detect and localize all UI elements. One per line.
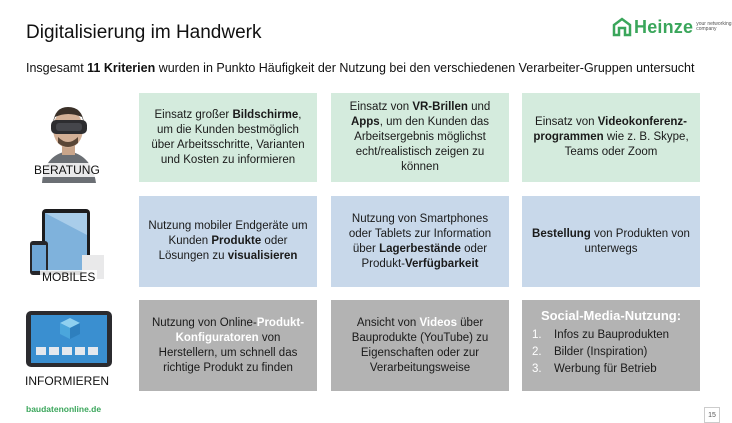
- list-item: 2. Bilder (Inspiration): [532, 346, 648, 358]
- criterion-mobile-endgeraete: Nutzung mobiler Endgeräte um Kunden Produkte oder Lösungen zu visualisieren: [139, 196, 317, 287]
- criterion-bestellung: Bestellung von Produkten von unterwegs: [522, 196, 700, 287]
- page-number: 15: [704, 407, 720, 423]
- heinze-logo: [612, 16, 732, 38]
- criterion-videos: Ansicht von Videos über Bauprodukte (YouTube) zu Eigenschaften oder zur Verarbeitungsweise: [331, 300, 509, 391]
- social-media-list: [532, 327, 669, 378]
- row-label-mobiles: MOBILES: [42, 270, 96, 284]
- criterion-videokonferenz: Einsatz von Videokonferenz-programmen wie z. B. Skype, Teams oder Zoom: [522, 93, 700, 182]
- slide-subtitle: Insgesamt 11 Kriterien wurden in Punkto Häufigkeit der Nutzung bei den verschiedenen Verarbeiter-Gruppen untersucht: [26, 61, 695, 75]
- heinze-logo-icon: [612, 17, 632, 37]
- list-item: 3. Werbung für Betrieb: [532, 363, 657, 375]
- row-label-beratung: BERATUNG: [34, 163, 100, 177]
- logo-tagline: your networking company: [696, 21, 732, 32]
- social-media-heading: Social-Media-Nutzung:: [540, 308, 682, 323]
- slide-title: Digitalisierung im Handwerk: [26, 22, 262, 43]
- criterion-social-media: [522, 300, 700, 391]
- criterion-vr-brillen: Einsatz von VR-Brillen und Apps, um den Kunden das Arbeitsergebnis möglichst echt/realistisch zeigen zu können: [331, 93, 509, 182]
- footer-url[interactable]: baudatenonline.de: [26, 404, 102, 414]
- logo-name: Heinze: [634, 16, 694, 37]
- criterion-lagerbestaende: Nutzung von Smartphones oder Tablets zur Information über Lagerbestände oder Produkt-Verfügbarkeit: [331, 196, 509, 287]
- row-label-informieren: INFORMIEREN: [25, 374, 109, 388]
- criterion-konfiguratoren: Nutzung von Online-Produkt-Konfiguratoren von Herstellern, um schnell das richtige Produkt zu finden: [139, 300, 317, 391]
- criterion-bildschirme: Einsatz großer Bildschirme, um die Kunden bestmöglich über Arbeitsschritte, Varianten und Kosten zu informieren: [139, 93, 317, 182]
- list-item: 1. Infos zu Bauprodukten: [532, 329, 670, 341]
